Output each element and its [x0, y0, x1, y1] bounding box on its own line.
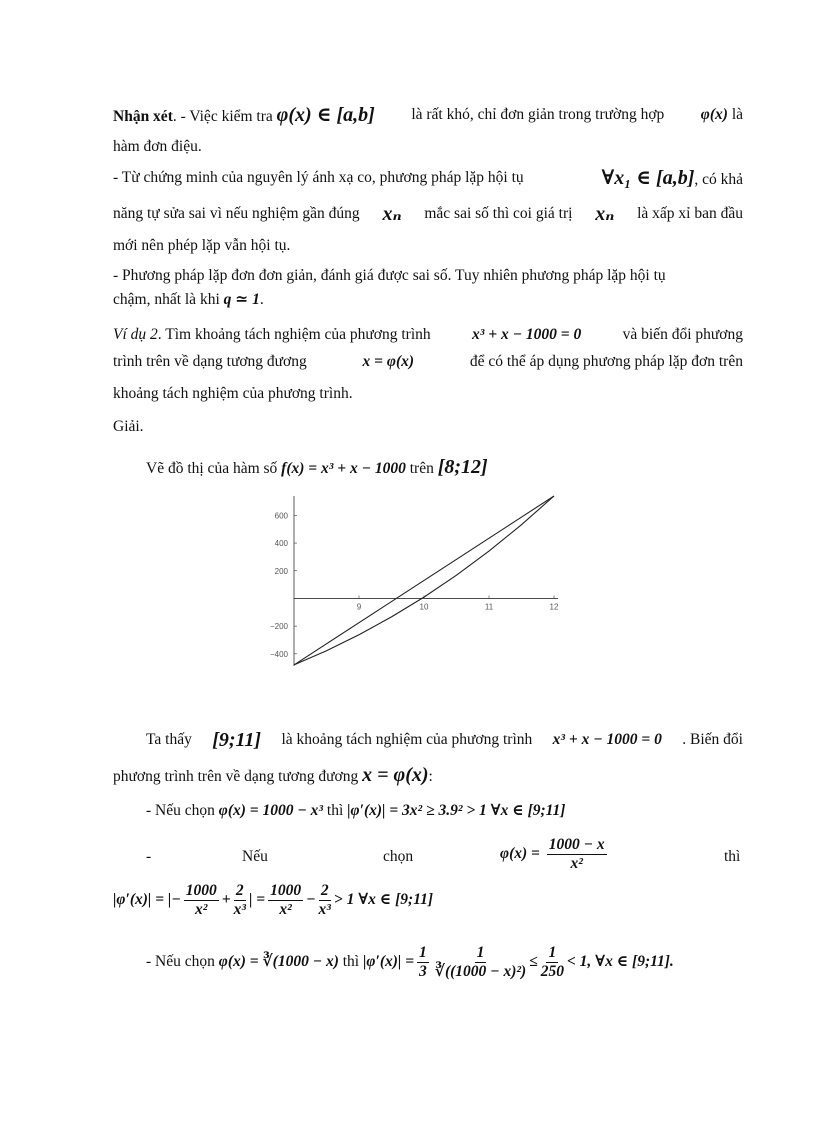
x-tick-label: 9 — [356, 602, 362, 612]
y-tick-label: 600 — [274, 511, 288, 521]
example-line-3: khoảng tách nghiệm của phương trình. — [113, 385, 353, 402]
x-tick-label: 12 — [549, 602, 559, 612]
x-tick-label: 11 — [484, 602, 494, 612]
y-tick-label: −200 — [269, 622, 288, 632]
remark-line-4: năng tự sửa sai vì nếu nghiệm gần đúng xₙ mắc sai số thì coi giá trị xₙ là xấp xỉ ban đầu — [113, 203, 743, 225]
example-label: Ví dụ 2 — [113, 326, 158, 343]
remark-line-5: mới nên phép lặp vẫn hội tụ. — [113, 237, 291, 254]
fraction: $\frac{1}{250}$ — [540, 944, 564, 980]
remark-line-7: chậm, nhất là khi q ≃ 1. — [113, 291, 264, 308]
remark-label: Nhận xét — [113, 108, 173, 125]
series-line-chord — [294, 496, 554, 665]
y-tick-label: −400 — [269, 649, 288, 659]
fraction: $\frac{2}{\text{x³}}$ — [233, 882, 246, 918]
x-tick-label: 10 — [419, 602, 429, 612]
case-2-line-2: |φ′(x)| = |− $\frac{1000}{\text{x²}}$ + $\frac{2}{\text{x³}}$ | = $\frac{1000}{\text{x²}}$ − $\frac{2}{\text{x³}}$ > 1 ∀x ∈ [9;11] — [113, 882, 434, 918]
remark-line-1: Nhận xét. - Việc kiểm tra φ(x) ∈ [a,b] là rất khó, chỉ đơn giản trong trường hợp φ(x) là — [113, 104, 743, 126]
plot-caption: Vẽ đồ thị của hàm số f(x) = x³ + x − 1000 trên [8;12] — [146, 456, 488, 478]
solution-label: Giải. — [113, 418, 144, 435]
function-plot — [266, 494, 576, 674]
case-3: - Nếu chọn φ(x) = ∛(1000 − x) thì |φ′(x)| = $\frac{1}{3}$ $\frac{1}{\text{∛((1000 − x)²)}}$ ≤ $\frac{1}{250}$ < 1, ∀x ∈ [9;11]. — [146, 944, 674, 980]
case-2-line-1: - Nếu chọn φ(x) = $\frac{1000 - x}{\text{x²}}$ thì — [146, 836, 741, 872]
remark-line-3: - Từ chứng minh của nguyên lý ánh xạ co, phương pháp lặp hội tụ ∀x₁ ∈ [a,b], có khả — [113, 167, 743, 189]
fraction: $\frac{1}{3}$ — [419, 944, 427, 980]
case-1: - Nếu chọn φ(x) = 1000 − x³ thì |φ′(x)| = 3x² ≥ 3.9² > 1 ∀x ∈ [9;11] — [146, 802, 566, 819]
fraction: $\frac{1000}{\text{x²}}$ — [270, 882, 302, 918]
remark-line-6: - Phương pháp lặp đơn đơn giản, đánh giá được sai số. Tuy nhiên phương pháp lặp hội tụ — [113, 267, 666, 284]
fraction: $\frac{1}{\text{∛((1000 − x)²)}}$ — [434, 944, 527, 980]
y-tick-label: 400 — [274, 539, 288, 549]
fraction: $\frac{2}{\text{x³}}$ — [318, 882, 331, 918]
example-line-2: trình trên về dạng tương đương x = φ(x) để có thể áp dụng phương pháp lặp đơn trên — [113, 353, 743, 370]
after-line-1: Ta thấy [9;11] là khoảng tách nghiệm của phương trình x³ + x − 1000 = 0 . Biến đổi — [146, 729, 743, 751]
example-line-1: Ví dụ 2. Tìm khoảng tách nghiệm của phương trình x³ + x − 1000 = 0 và biến đổi phương — [113, 326, 743, 343]
y-tick-label: 200 — [274, 566, 288, 576]
remark-line-2: hàm đơn điệu. — [113, 138, 202, 155]
after-line-2: phương trình trên về dạng tương đương x = φ(x): — [113, 764, 433, 786]
fraction: $\frac{1000 - x}{\text{x²}}$ — [548, 836, 605, 872]
fraction: $\frac{1000}{\text{x²}}$ — [185, 882, 217, 918]
